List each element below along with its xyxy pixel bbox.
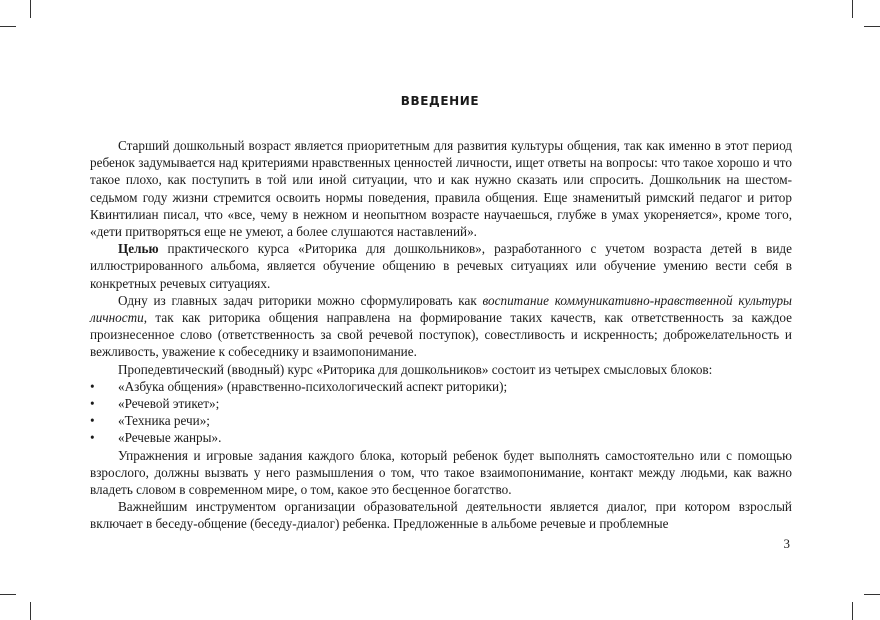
paragraph: Пропедевтический (вводный) курс «Риторика для дошкольников» состоит из четырех смысловых блоков: xyxy=(118,361,713,377)
crop-mark xyxy=(0,26,16,27)
list-item: • «Техника речи»; xyxy=(90,412,792,429)
paragraph-text: , так как риторика общения направлена на формирование таких качеств, как ответственность за каждое произнесенное слово (ответственность за свой речевой поступок), совестливость и искренность; доброжелательность и вежливость, уважение к собеседнику и взаимопонимание. xyxy=(90,310,792,360)
crop-mark xyxy=(852,0,853,18)
list-item: • «Речевые жанры». xyxy=(90,429,792,446)
paragraph: Упражнения и игровые задания каждого блока, который ребенок будет выполнять самостоятельно или с помощью взрослого, должны вызвать у него размышления о том, что такое взаимопонимание, контакт между людьми, как важно владеть словом в современном мире, о том, какое это бесценное богатство. xyxy=(90,447,792,498)
list-item: • «Речевой этикет»; xyxy=(90,395,792,412)
paragraph xyxy=(90,292,792,361)
crop-mark xyxy=(852,602,853,620)
italic-term: воспитание коммуникативно-нравственной культуры личности xyxy=(90,292,792,326)
body-text xyxy=(90,137,792,533)
paragraph-text: практического курса «Риторика для дошкольников», разработанного с учетом возраста детей в виде иллюстрированного альбома, является обучение общению в речевых ситуациях или обучение умению вести себя в конкретных речевых ситуациях. xyxy=(90,241,792,291)
paragraph xyxy=(90,240,792,292)
crop-mark xyxy=(864,26,880,27)
paragraph: Старший дошкольный возраст является приоритетным для развития культуры общения, так как именно в этот период ребенок задумывается над критериями нравственных ценностей личности, ищет ответы на вопросы: что такое хорошо и что такое плохо, как поступить в той или иной ситуации, что и как нужно сказать или спросить. Дошкольник на шестом-седьмом году жизни стремится освоить нормы поведения, правила общения. Еще знаменитый римский педагог и ритор Квинтилиан писал, что «все, чему в нежном и неопытном возрасте научаешься, глубже в умах укореняется», кроме того, «дети притворяться еще не умеют, а более слушаются наставлений». xyxy=(90,138,792,240)
crop-mark xyxy=(30,0,31,18)
crop-mark xyxy=(0,594,16,595)
paragraph-text: Одну из главных задач риторики можно сформулировать как xyxy=(118,292,483,308)
list-item: • «Азбука общения» (нравственно-психологический аспект риторики); xyxy=(90,378,792,395)
crop-mark xyxy=(864,594,880,595)
bold-term: Целью xyxy=(118,241,159,257)
page-number: 3 xyxy=(783,536,790,551)
paragraph: Важнейшим инструментом организации образовательной деятельности является диалог, при котором взрослый включает в беседу-общение (беседу-диалог) ребенка. Предложенные в альбоме речевые и проблемные xyxy=(90,499,792,532)
bullet-list xyxy=(90,378,792,447)
crop-mark xyxy=(30,602,31,620)
page-title: ВВЕДЕНИЕ xyxy=(400,94,480,108)
